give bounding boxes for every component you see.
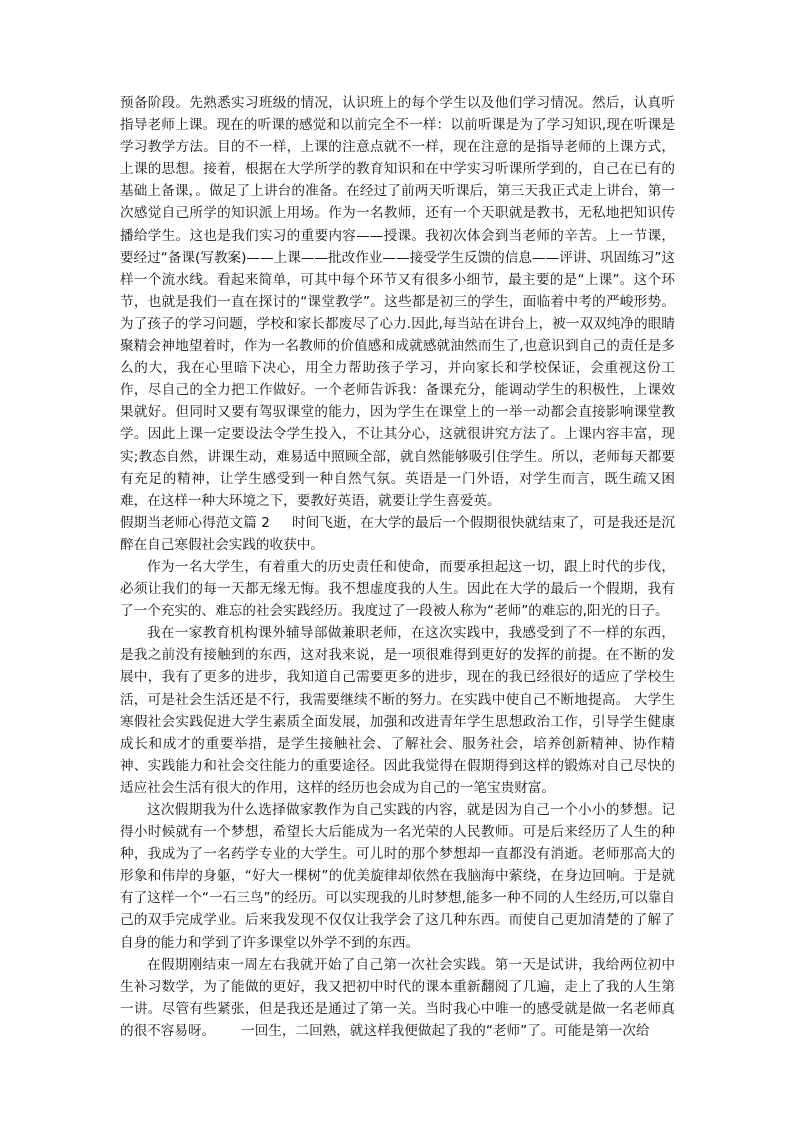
first-practice-text: 在假期刚结束一周左右我就开始了自己第一次社会实践。第一天是试讲，我给两位初中生补习数学，为了能做的更好，我又把初中时代的课本重新翻阅了几遍，走上了我的人生第一讲。尽管有些紧张，但是我还是通过了第一关。当时我心中唯一的感受就是做一名老师真的很不容易呀。 — [120, 956, 675, 1039]
section-intro-text: 时间飞逝，在大学的最后一个假期很快就结束了，可是我还是沉醉在自己寒假社会实践的收获中。 — [120, 514, 675, 553]
paragraph-internship-practice: 预备阶段。先熟悉实习班级的情况，认识班上的每个学生以及他们学习情况。然后，认真听指导老师上课。现在的听课的感觉和以前完全不一样：以前听课是为了学习知识,现在听课是学习教学方法。目的不一样，上课的注意点就不一样，现在注意的是指导老师的上课方式，上课的思想。接着，根据在大学所学的教育知识和在中学实习听课所学到的，自己在已有的基础上备课，。做足了上讲台的准备。在经过了前两天听课后，第三天我正式走上讲台，第一次感觉自己所学的知识派上用场。作为一名教师，还有一个天职就是教书，无私地把知识传播给学生。这也是我们实习的重要内容——授课。我初次体会到当老师的辛苦。上一节课，要经过“备课(写教案)——上课——批改作业——接受学生反馈的信息——评讲、巩固练习”这样一个流水线。看起来简单，可其中每个环节又有很多小细节，最主要的是“上课”。这个环节，也就是我们一直在探讨的“课堂教学”。这些都是初三的学生，面临着中考的严峻形势。为了孩子的学习问题，学校和家长都废尽了心力.因此,每当站在讲台上，被一双双纯净的眼睛聚精会神地望着时，作为一名教师的价值感和成就感就油然而生了,也意识到自己的责任是多么的大，我在心里暗下决心，用全力帮助孩子学习，并向家长和学校保证，会重视这份工作，尽自己的全力把工作做好。一个老师告诉我：备课充分，能调动学生的积极性，上课效果就好。但同时又要有驾驭课堂的能力，因为学生在课堂上的一举一动都会直接影响课堂教学。因此上课一定要设法令学生投入，不让其分心，这就很讲究方法了。上课内容丰富，现实;教态自然，讲课生动，难易适中照顾全部，就自然能够吸引住学生。所以，老师每天都要有充足的精神，让学生感受到一种自然气氛。英语是一门外语，对学生而言，既生疏又困难，在这样一种大环境之下，要教好英语，就要让学生喜爱英。 — [120, 95, 675, 509]
paragraph-first-practice — [120, 954, 675, 1042]
paragraph-part-time-teacher: 我在一家教育机构课外辅导部做兼职老师，在这次实践中，我感受到了不一样的东西，是我之前没有接触到的东西，这对我来说，是一项很难得到更好的发挥的前提。在不断的发展中，我有了更多的进步，我知道自己需要更多的进步，现在的我已经很好的适应了学校生活，可是社会生活还是不行，我需要继续不断的努力。在实践中使自己不断地提高。 大学生寒假社会实践促进大学生素质全面发展，加强和改进青年学生思想政治工作，引导学生健康成长和成才的重要举措，是学生接触社会、了解社会、服务社会，培养创新精神、协作精神、实践能力和社会交往能力的重要途径。因此我觉得在假期得到这样的锻炼对自己尽快的适应社会生活有很大的作用，这样的经历也会成为自己的一笔宝贵财富。 — [120, 625, 675, 796]
section-heading-line — [120, 512, 675, 556]
document-page — [120, 92, 675, 1042]
paragraph-childhood-dream: 这次假期我为什么选择做家教作为自己实践的内容，就是因为自己一个小小的梦想。记得小时候就有一个梦想，希望长大后能成为一名光荣的人民教师。可是后来经历了人生的种种，我成为了一名药学专业的大学生。可儿时的那个梦想却一直都没有消逝。老师那高大的形象和伟岸的身躯，“好大一棵树”的优美旋律却依然在我脑海中萦绕，在身边回响。于是就有了这样一个“一石三鸟”的经历。可以实现我的儿时梦想,能多一种不同的人生经历,可以靠自己的双手完成学业。后来我发现不仅仅让我学会了这几种东西。而使自己更加清楚的了解了自身的能力和学到了许多课堂以外学不到的东西。 — [120, 802, 675, 951]
paragraph-responsibility: 作为一名大学生，有着重大的历史责任和使命，而要承担起这一切，跟上时代的步伐，必须让我们的每一天都无缘无悔。我不想虚度我的人生。因此在大学的最后一个假期，我有了一个充实的、难忘的社会实践经历。我度过了一段被人称为“老师”的难忘的,阳光的日子。 — [120, 558, 675, 620]
first-practice-continuation: 一回生，二回熟，就这样我便做起了我的“老师”了。可能是第一次给 — [241, 1022, 650, 1039]
section-heading: 假期当老师心得范文篇 2 — [120, 514, 270, 531]
